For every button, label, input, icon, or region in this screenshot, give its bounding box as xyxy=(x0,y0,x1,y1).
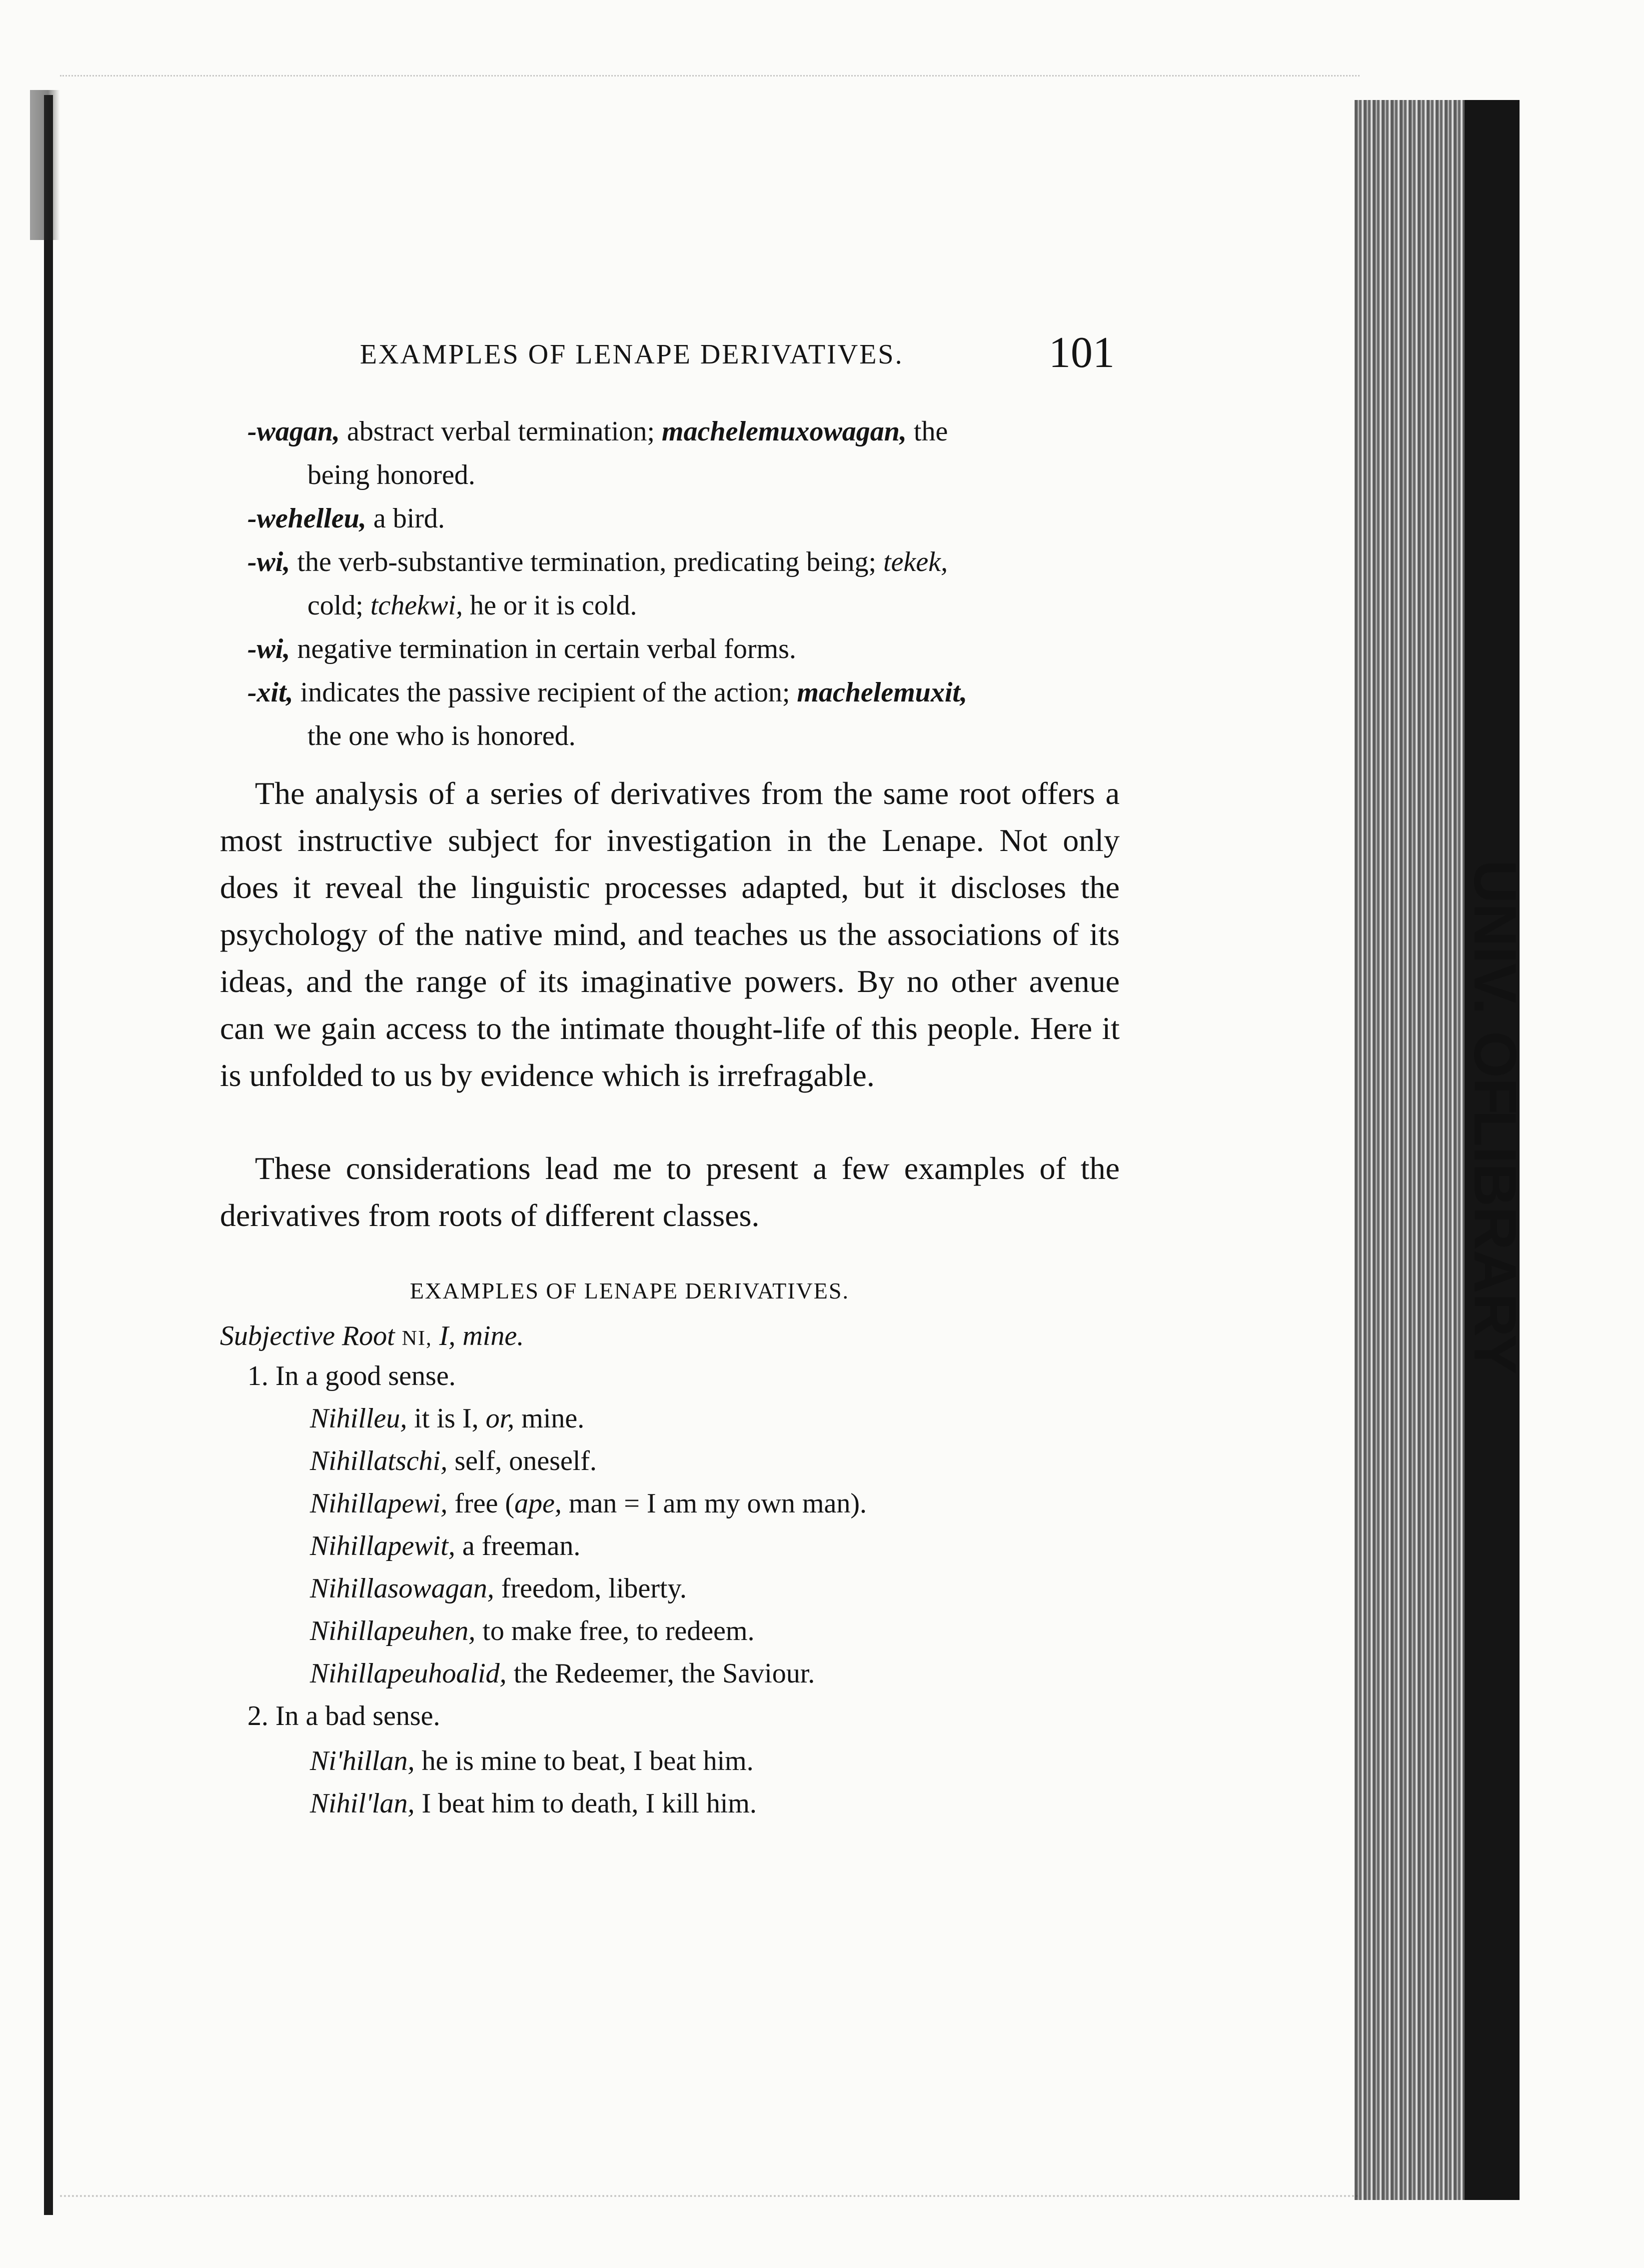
gloss: self, oneself. xyxy=(447,1446,597,1476)
definition-term: -wi, xyxy=(247,546,290,578)
lenape-word: Nihil'lan, xyxy=(310,1788,415,1819)
definition-text: negative termination in certain verbal forms. xyxy=(290,634,796,664)
definition-term: -wehelleu, xyxy=(247,503,366,534)
subjective-root-line xyxy=(220,1320,524,1352)
lenape-word: Nihillapewit, xyxy=(310,1530,455,1562)
gloss-italic: ape, xyxy=(514,1488,562,1519)
definition-entry xyxy=(247,497,1117,540)
definition-entry xyxy=(247,628,1117,671)
paragraph-text: The analysis of a series of derivatives from the same root offers a most instructive subject for investigation in the Lenape. Not only does it reveal the linguistic processes adapted, but it discloses the psychology of the native mind, and teaches us the associations of its ideas, and the range of its imaginative powers. By no other avenue can we gain access to the intimate thought-life of this people. Here it is unfolded to us by evidence which is irrefragable. xyxy=(220,776,1120,1093)
lenape-word: Nihillatschi, xyxy=(310,1446,448,1476)
gloss: the Redeemer, the Saviour. xyxy=(506,1658,815,1689)
definition-continuation: the one who is honored. xyxy=(307,720,576,752)
definition-continuation xyxy=(247,584,1117,628)
example-line xyxy=(310,1445,597,1477)
sense-number: 1. xyxy=(247,1360,268,1392)
gloss: freedom, liberty. xyxy=(494,1573,687,1604)
example-line xyxy=(310,1572,687,1604)
examples-heading: EXAMPLES OF LENAPE DERIVATIVES. xyxy=(410,1278,849,1304)
definition-tail: the xyxy=(906,416,948,447)
definition-continuation: being honored. xyxy=(307,460,475,490)
gloss-tail: man = I am my own man). xyxy=(561,1488,867,1519)
svg-text:LIBRARY: LIBRARY xyxy=(1462,1110,1529,1374)
definition-example: tekek, xyxy=(883,546,948,578)
definition-text: indicates the passive recipient of the action; xyxy=(293,677,797,708)
definition-cont-example: tchekwi, xyxy=(370,590,463,621)
definition-entry xyxy=(247,671,1117,758)
sense-number: 2. xyxy=(247,1700,268,1732)
example-line xyxy=(310,1658,815,1690)
sense-label: In a good sense. xyxy=(275,1360,456,1392)
gloss: a freeman. xyxy=(455,1530,581,1562)
definition-example: machelemuxowagan, xyxy=(661,416,907,447)
example-line xyxy=(310,1788,757,1820)
sense-label: In a bad sense. xyxy=(275,1700,440,1732)
body-paragraph xyxy=(220,770,1120,1099)
root-label: Subjective Root xyxy=(220,1320,395,1352)
lenape-word: Nihillapeuhoalid, xyxy=(310,1658,507,1689)
lenape-word: Nihilleu, xyxy=(310,1403,407,1434)
definition-example: machelemuxit, xyxy=(797,677,968,708)
gloss-italic: or, xyxy=(485,1403,515,1434)
example-line xyxy=(310,1745,754,1777)
example-line xyxy=(310,1488,867,1520)
scan-noise-bottom xyxy=(60,2195,1360,2217)
gloss: free ( xyxy=(447,1488,515,1519)
page-number: 101 xyxy=(1049,328,1115,377)
lenape-word: Nihillapeuhen, xyxy=(310,1616,476,1646)
definition-term: -wi, xyxy=(247,634,290,664)
lenape-word: Nihillapewi, xyxy=(310,1488,448,1519)
definition-text: abstract verbal termination; xyxy=(340,416,662,447)
binding-shadow xyxy=(30,90,60,240)
gloss: I beat him to death, I kill him. xyxy=(414,1788,757,1819)
definition-text: a bird. xyxy=(366,503,445,534)
definition-text: the verb-substantive termination, predicating being; xyxy=(290,546,884,578)
paragraph-text: These considerations lead me to present a few examples of the derivatives from roots of different classes. xyxy=(220,1150,1120,1233)
root-word: NI, xyxy=(401,1327,432,1350)
definition-cont-pre: cold; xyxy=(307,590,370,621)
gloss: it is I, xyxy=(407,1403,486,1434)
svg-text:UNIV. OF: UNIV. OF xyxy=(1462,860,1529,1115)
binding-edge xyxy=(44,95,53,2215)
definition-cont-text: he or it is cold. xyxy=(463,590,637,621)
running-head xyxy=(360,328,1115,382)
example-line xyxy=(310,1530,580,1562)
gloss: he is mine to beat, I beat him. xyxy=(414,1746,754,1776)
scan-noise-top xyxy=(60,75,1360,96)
definition-entry xyxy=(247,540,1117,628)
sense-heading xyxy=(247,1700,440,1732)
definition-term: -wagan, xyxy=(247,416,340,447)
running-head-title: EXAMPLES OF LENAPE DERIVATIVES. xyxy=(360,339,904,370)
definition-term: -xit, xyxy=(247,677,293,708)
gloss-tail: mine. xyxy=(514,1403,585,1434)
lenape-word: Nihillasowagan, xyxy=(310,1573,494,1604)
body-paragraph xyxy=(220,1145,1120,1239)
lenape-word: Ni'hillan, xyxy=(310,1746,415,1776)
definition-entry xyxy=(247,410,1117,497)
example-line xyxy=(310,1615,754,1647)
sense-heading xyxy=(247,1360,456,1392)
library-stamp xyxy=(1400,850,1529,1374)
example-line xyxy=(310,1402,584,1434)
root-gloss: I, mine. xyxy=(439,1320,524,1352)
gloss: to make free, to redeem. xyxy=(475,1616,755,1646)
